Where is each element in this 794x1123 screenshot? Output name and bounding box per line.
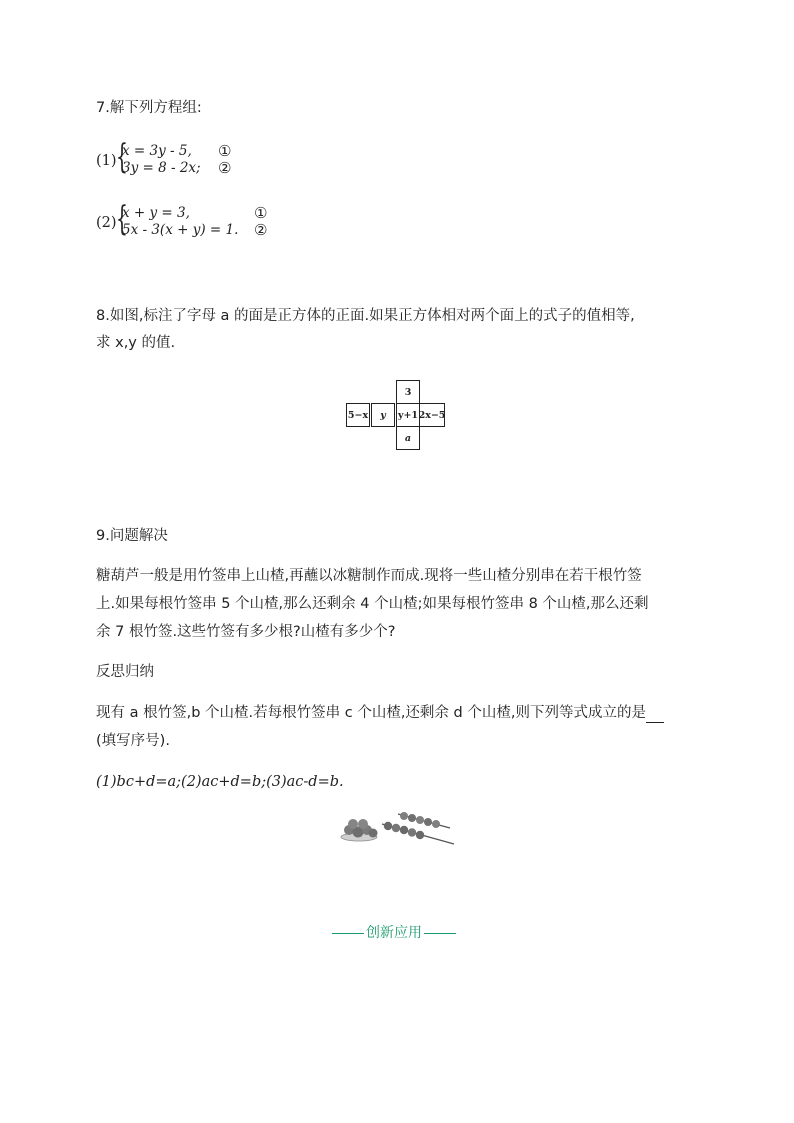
tanghulu-illustration: [338, 808, 458, 850]
reflect-line2: (填写序号).: [96, 733, 170, 749]
q8-line2: 求 x,y 的值.: [96, 335, 176, 351]
q9-para-line3: 余 7 根竹签.这些竹签有多少根?山楂有多少个?: [96, 624, 396, 640]
skewer-icon: [398, 812, 450, 828]
q7-part2-mark1: ①: [254, 204, 268, 222]
reflect-options: (1)bc+d=a;(2)ac+d=b;(3)ac-d=b.: [96, 774, 344, 790]
left-brace-icon: {: [116, 137, 128, 177]
net-face-top: 3: [396, 380, 420, 404]
q7-part1-mark2: ②: [218, 159, 232, 177]
reflect-line1: 现有 a 根竹签,b 个山楂.若每根竹签串 c 个山楂,还剩余 d 个山楂,则下列等式成立的是: [96, 705, 646, 721]
q7-part2-eq1: x + y = 3,: [122, 205, 190, 221]
q8-line1: 8.如图,标注了字母 a 的面是正方体的正面.如果正方体相对两个面上的式子的值相等,: [96, 308, 635, 324]
q9-para-line2: 上.如果每根竹签串 5 个山楂,那么还剩余 4 个山楂;如果每根竹签串 8 个山楂,那么还剩: [96, 596, 649, 612]
net-face-right: 2x−5: [419, 403, 445, 427]
reflect-title: 反思归纳: [96, 664, 154, 680]
reflect-line1-wrap: [96, 703, 664, 723]
skewer-icon: [382, 822, 454, 844]
net-face-bottom: a: [396, 426, 420, 450]
q7-title: 7.解下列方程组:: [96, 100, 202, 116]
q7-part2-eq2: 5x - 3(x + y) = 1.: [122, 222, 239, 238]
net-face-center-left: y: [371, 403, 395, 427]
q7-part1-label: (1): [96, 153, 117, 169]
q7-part1-eq2: 3y = 8 - 2x;: [122, 160, 201, 176]
net-face-center: y+1: [396, 403, 420, 427]
heading-rule-left: [332, 933, 364, 934]
haw-plate-icon: [341, 819, 378, 841]
net-face-left: 5−x: [346, 403, 370, 427]
q9-para-line1: 糖葫芦一般是用竹签串上山楂,再蘸以冰糖制作而成.现将一些山楂分别串在若干根竹签: [96, 568, 642, 584]
section-heading: [330, 922, 458, 942]
section-heading-text: 创新应用: [366, 925, 422, 941]
q7-part2-mark2: ②: [254, 221, 268, 239]
heading-rule-right: [424, 933, 456, 934]
q7-part1-mark1: ①: [218, 142, 232, 160]
q9-title: 9.问题解决: [96, 528, 168, 544]
q7-part1-eq1: x = 3y - 5,: [122, 143, 192, 159]
left-brace-icon: {: [116, 199, 128, 239]
answer-blank[interactable]: [646, 708, 664, 723]
cube-net-diagram: [346, 380, 446, 454]
q7-part2-label: (2): [96, 215, 117, 231]
